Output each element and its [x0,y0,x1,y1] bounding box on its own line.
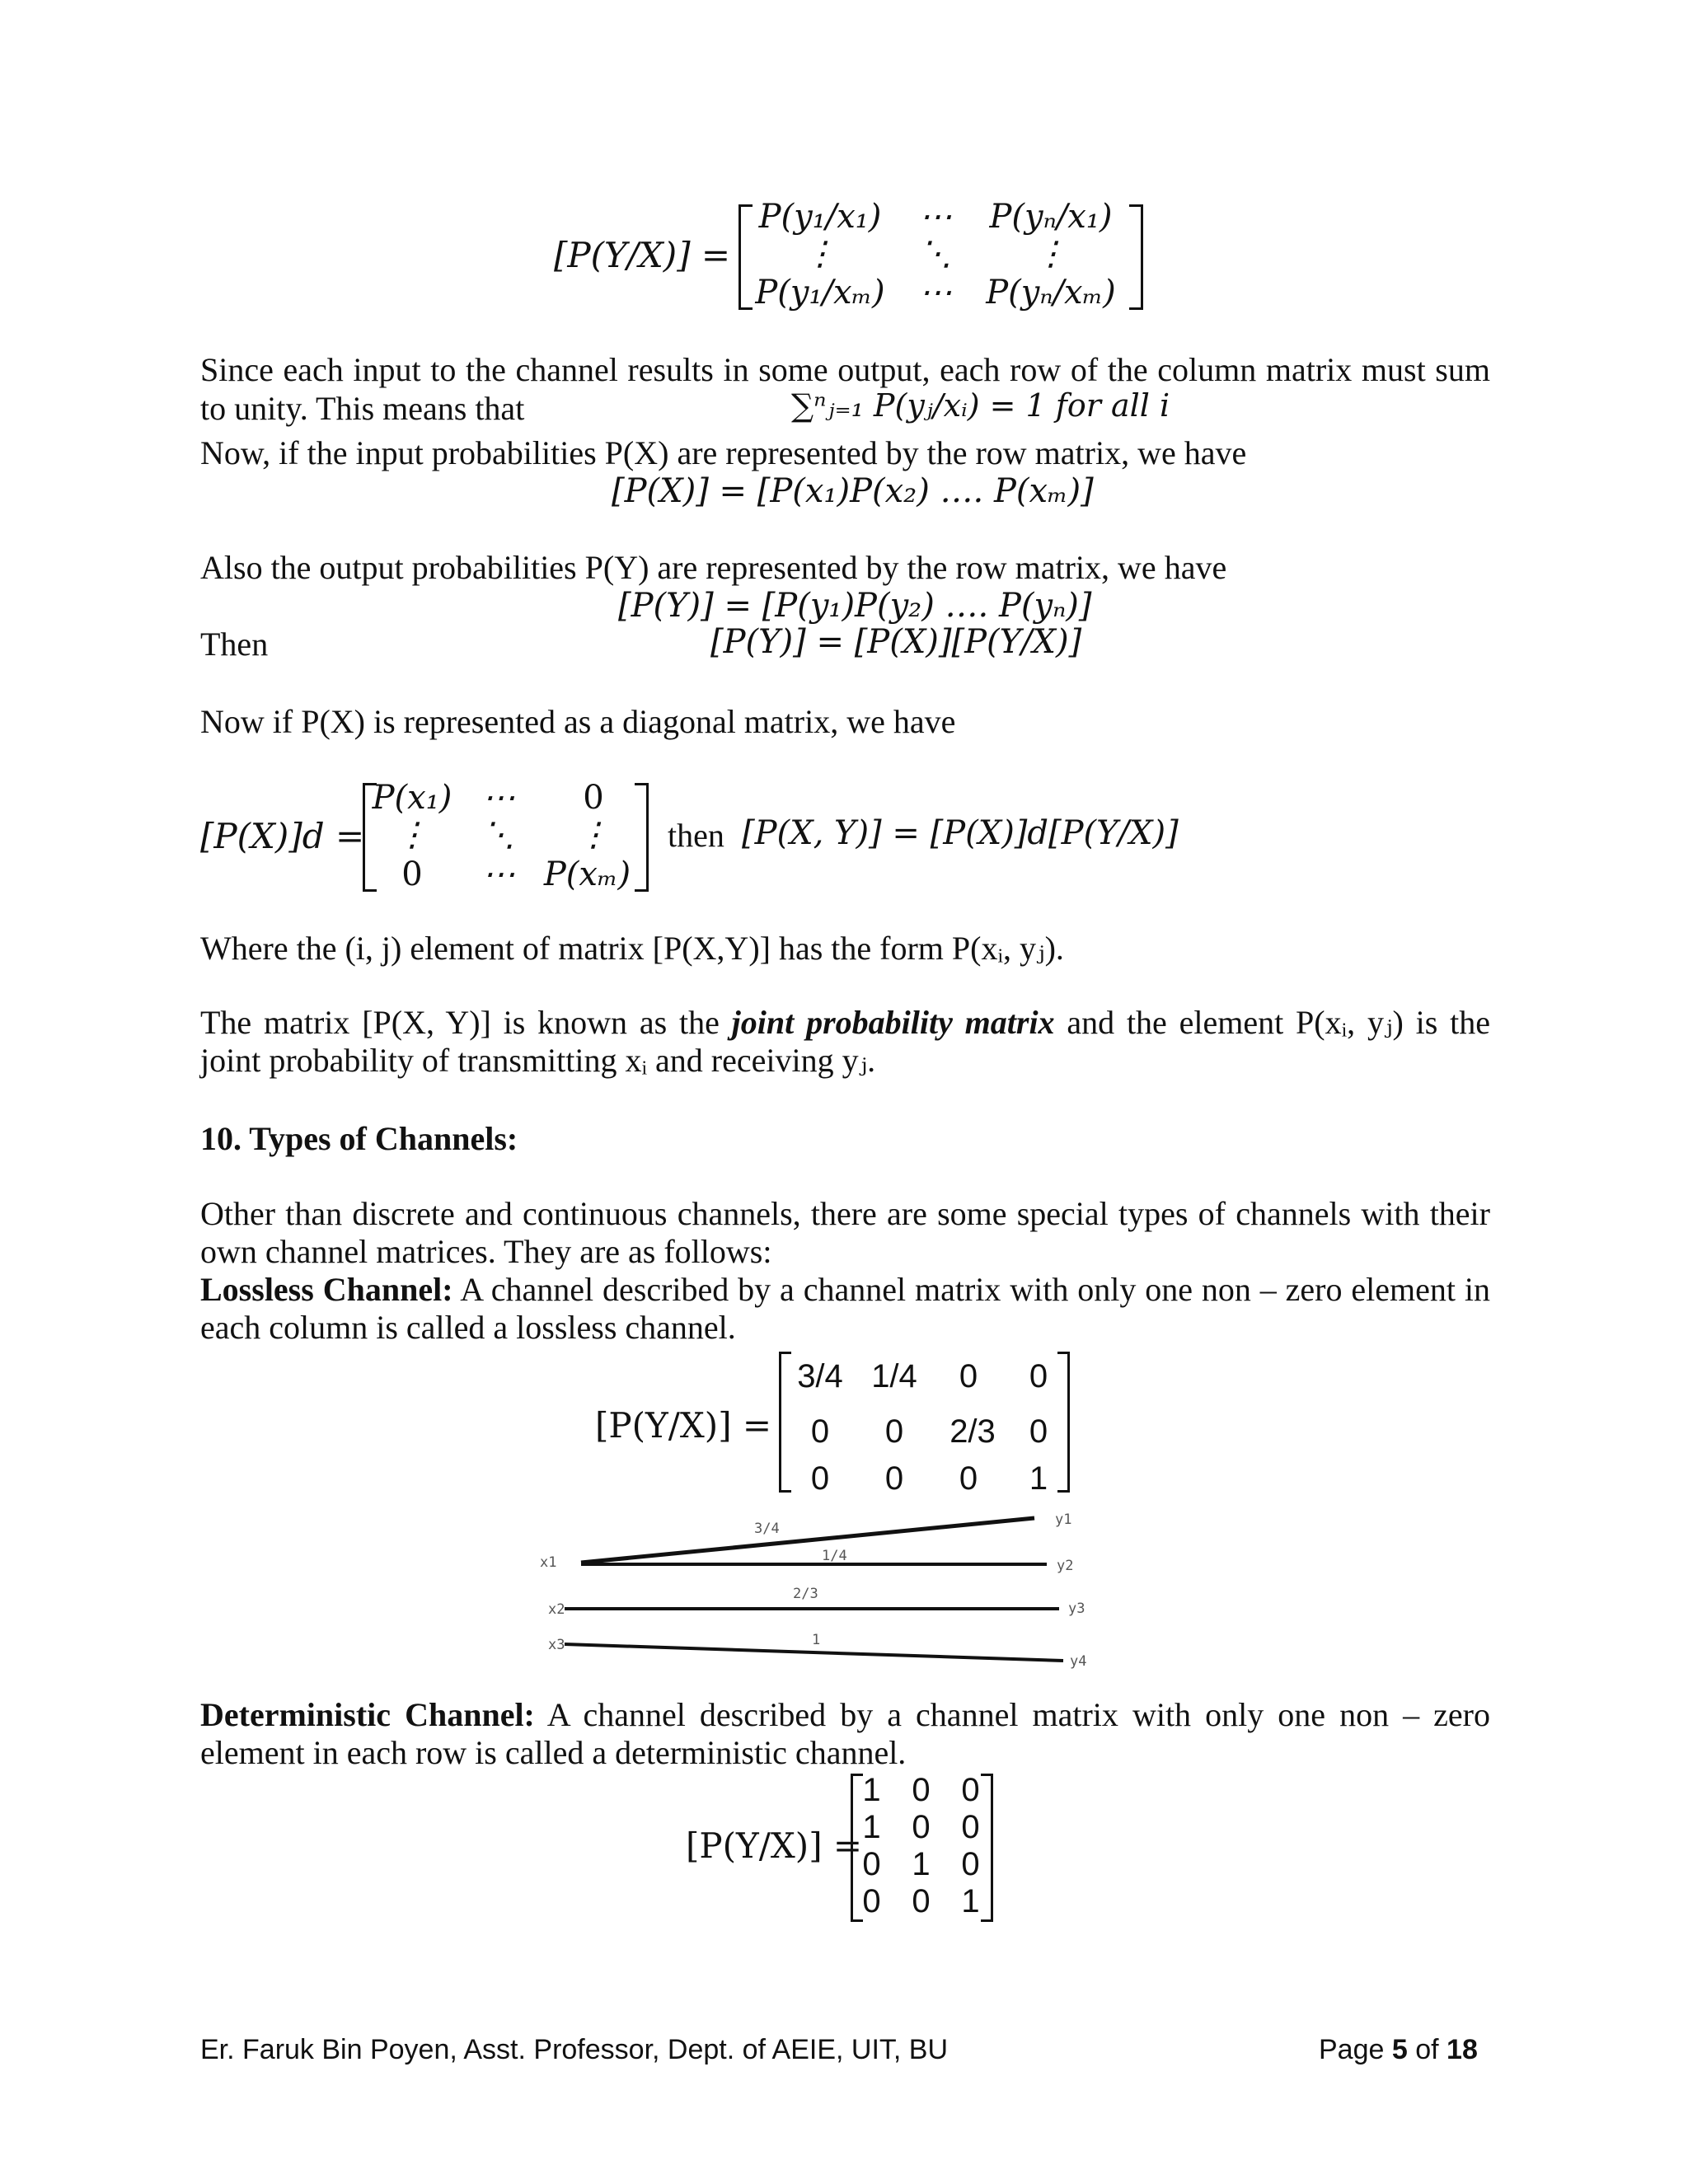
matrix-right-bracket [1129,204,1143,310]
matrix-cell: P(yₙ/xₘ) [986,274,1116,312]
channel-edges [528,1508,1121,1673]
matrix-cell: 0 [1029,1413,1048,1450]
text-span: A channel described by a channel matrix with only one non – zero element in each row is called a deterministic channel. [200,1696,1491,1771]
matrix-cell: 1 [862,1772,881,1808]
paragraph: Other than discrete and continuous channels, there are some special types of channels with their own channel matrices. They are as follows: [200,1195,1490,1270]
output-node-label: y3 [1068,1601,1085,1617]
then-label: Then [200,626,269,663]
matrix-cell: ⋮ [804,235,837,273]
matrix-cell: ⋮ [396,816,429,854]
equation-lhs: [P(X)]d = [200,816,365,856]
matrix-cell: 0 [401,855,423,893]
input-probability-equation: [P(X)] = [P(x₁)P(x₂) …. P(xₘ)] [612,472,1094,510]
footer-page-number [1319,2034,1478,2066]
matrix-cell: 1 [912,1846,931,1882]
term-title: Lossless Channel: [200,1271,453,1308]
paragraph-line: Where the (i, j) element of matrix [P(X,Y)] has the form P(xᵢ, yⱼ). [200,930,1064,967]
matrix-cell: 0 [959,1460,978,1497]
input-node-label: x1 [540,1554,557,1571]
equation-lhs: [P(Y/X)] = [686,1825,863,1866]
joint-probability-paragraph [200,1004,1490,1080]
matrix-cell: 0 [862,1846,881,1882]
matrix-right-bracket [1057,1352,1070,1493]
matrix-cell: 0 [810,1413,830,1450]
matrix-cell: 0 [912,1809,931,1845]
paragraph-line: Now, if the input probabilities P(X) are represented by the row matrix, we have [200,434,1247,471]
matrix-cell: 0 [583,779,604,817]
sum-equation: ∑ⁿⱼ₌₁ P(yⱼ/xᵢ) = 1 for all i [791,387,1170,424]
page-word: Page [1319,2034,1392,2065]
joint-matrix-equation: [P(X, Y)] = [P(X)]d[P(Y/X)] [742,814,1179,852]
matrix-cell: ⋯ [919,198,952,236]
edge-label: 2/3 [793,1586,818,1602]
matrix-cell: P(y₁/x₁) [758,198,882,236]
matrix-cell: ⋯ [919,274,952,312]
matrix-cell: 0 [912,1883,931,1919]
text-span: The matrix [P(X, Y)] is known as the [200,1004,732,1041]
matrix-cell: P(x₁) [372,779,452,817]
matrix-cell: P(yₙ/x₁) [989,198,1113,236]
input-node-label: x3 [548,1637,565,1653]
output-node-label: y4 [1070,1653,1087,1670]
matrix-cell: 1 [961,1883,980,1919]
output-node-label: y2 [1057,1558,1074,1574]
term-title: Deterministic Channel: [200,1696,535,1733]
section-heading: 10. Types of Channels: [200,1120,518,1157]
output-node-label: y1 [1055,1511,1072,1528]
matrix-cell: ⋱ [919,235,952,273]
matrix-cell: 0 [862,1883,881,1919]
paragraph-line: to unity. This means that [200,390,525,427]
matrix-cell: 1/4 [871,1358,917,1394]
matrix-cell: 3/4 [797,1358,843,1394]
matrix-cell: 1 [862,1809,881,1845]
input-node-label: x2 [548,1601,565,1618]
matrix-cell: 0 [961,1809,980,1845]
matrix-cell: 0 [810,1460,830,1497]
matrix-cell: P(y₁/xₘ) [755,274,885,312]
paragraph-line: Also the output probabilities P(Y) are represented by the row matrix, we have [200,549,1227,586]
text-span: and the element P(xᵢ, yⱼ) is the joint probability of transmitting xᵢ and receiving yⱼ. [200,1004,1491,1079]
matrix-cell: 0 [884,1460,904,1497]
edge-label: 3/4 [754,1521,780,1537]
matrix-cell: ⋱ [482,816,515,854]
edge-label: 1/4 [822,1548,847,1564]
matrix-cell: 0 [1029,1358,1048,1394]
paragraph-line: Now if P(X) is represented as a diagonal matrix, we have [200,703,956,740]
lossless-channel-paragraph [200,1271,1490,1347]
output-probability-equation: [P(Y)] = [P(y₁)P(y₂) …. P(yₙ)] [618,587,1092,625]
edge-label: 1 [812,1632,821,1648]
matrix-cell: ⋮ [577,816,610,854]
matrix-cell: 0 [961,1846,980,1882]
matrix-cell: ⋯ [482,779,515,817]
matrix-cell: 1 [1029,1460,1048,1497]
edge-x1-y1 [581,1518,1034,1563]
footer-author: Er. Faruk Bin Poyen, Asst. Professor, Dept. of AEIE, UIT, BU [200,2034,949,2065]
matrix-cell: ⋯ [482,855,515,893]
deterministic-channel-paragraph [200,1696,1490,1772]
matrix-right-bracket [635,783,649,892]
output-relation-equation: [P(Y)] = [P(X)][P(Y/X)] [710,623,1082,661]
total-pages: 18 [1447,2034,1478,2065]
matrix-cell: ⋮ [1034,235,1067,273]
matrix-cell: 0 [912,1772,931,1808]
of-word: of [1407,2034,1447,2065]
matrix-cell: P(xₘ) [543,855,631,893]
equation-lhs: [P(Y/X)] = [595,1405,772,1446]
emphasized-term: joint probability matrix [731,1004,1055,1041]
paragraph-line: Since each input to the channel results in some output, each row of the column matrix must sum [200,351,1490,388]
matrix-cell: 0 [959,1358,978,1394]
matrix-cell: 0 [884,1413,904,1450]
current-page: 5 [1391,2034,1408,2065]
equation-lhs: [P(Y/X)] = [554,235,731,275]
matrix-cell: 2/3 [950,1413,996,1450]
text-span: A channel described by a channel matrix with only one non – zero element in each column is called a lossless channel. [200,1271,1490,1346]
matrix-cell: 0 [961,1772,980,1808]
then-word: then [668,817,724,854]
